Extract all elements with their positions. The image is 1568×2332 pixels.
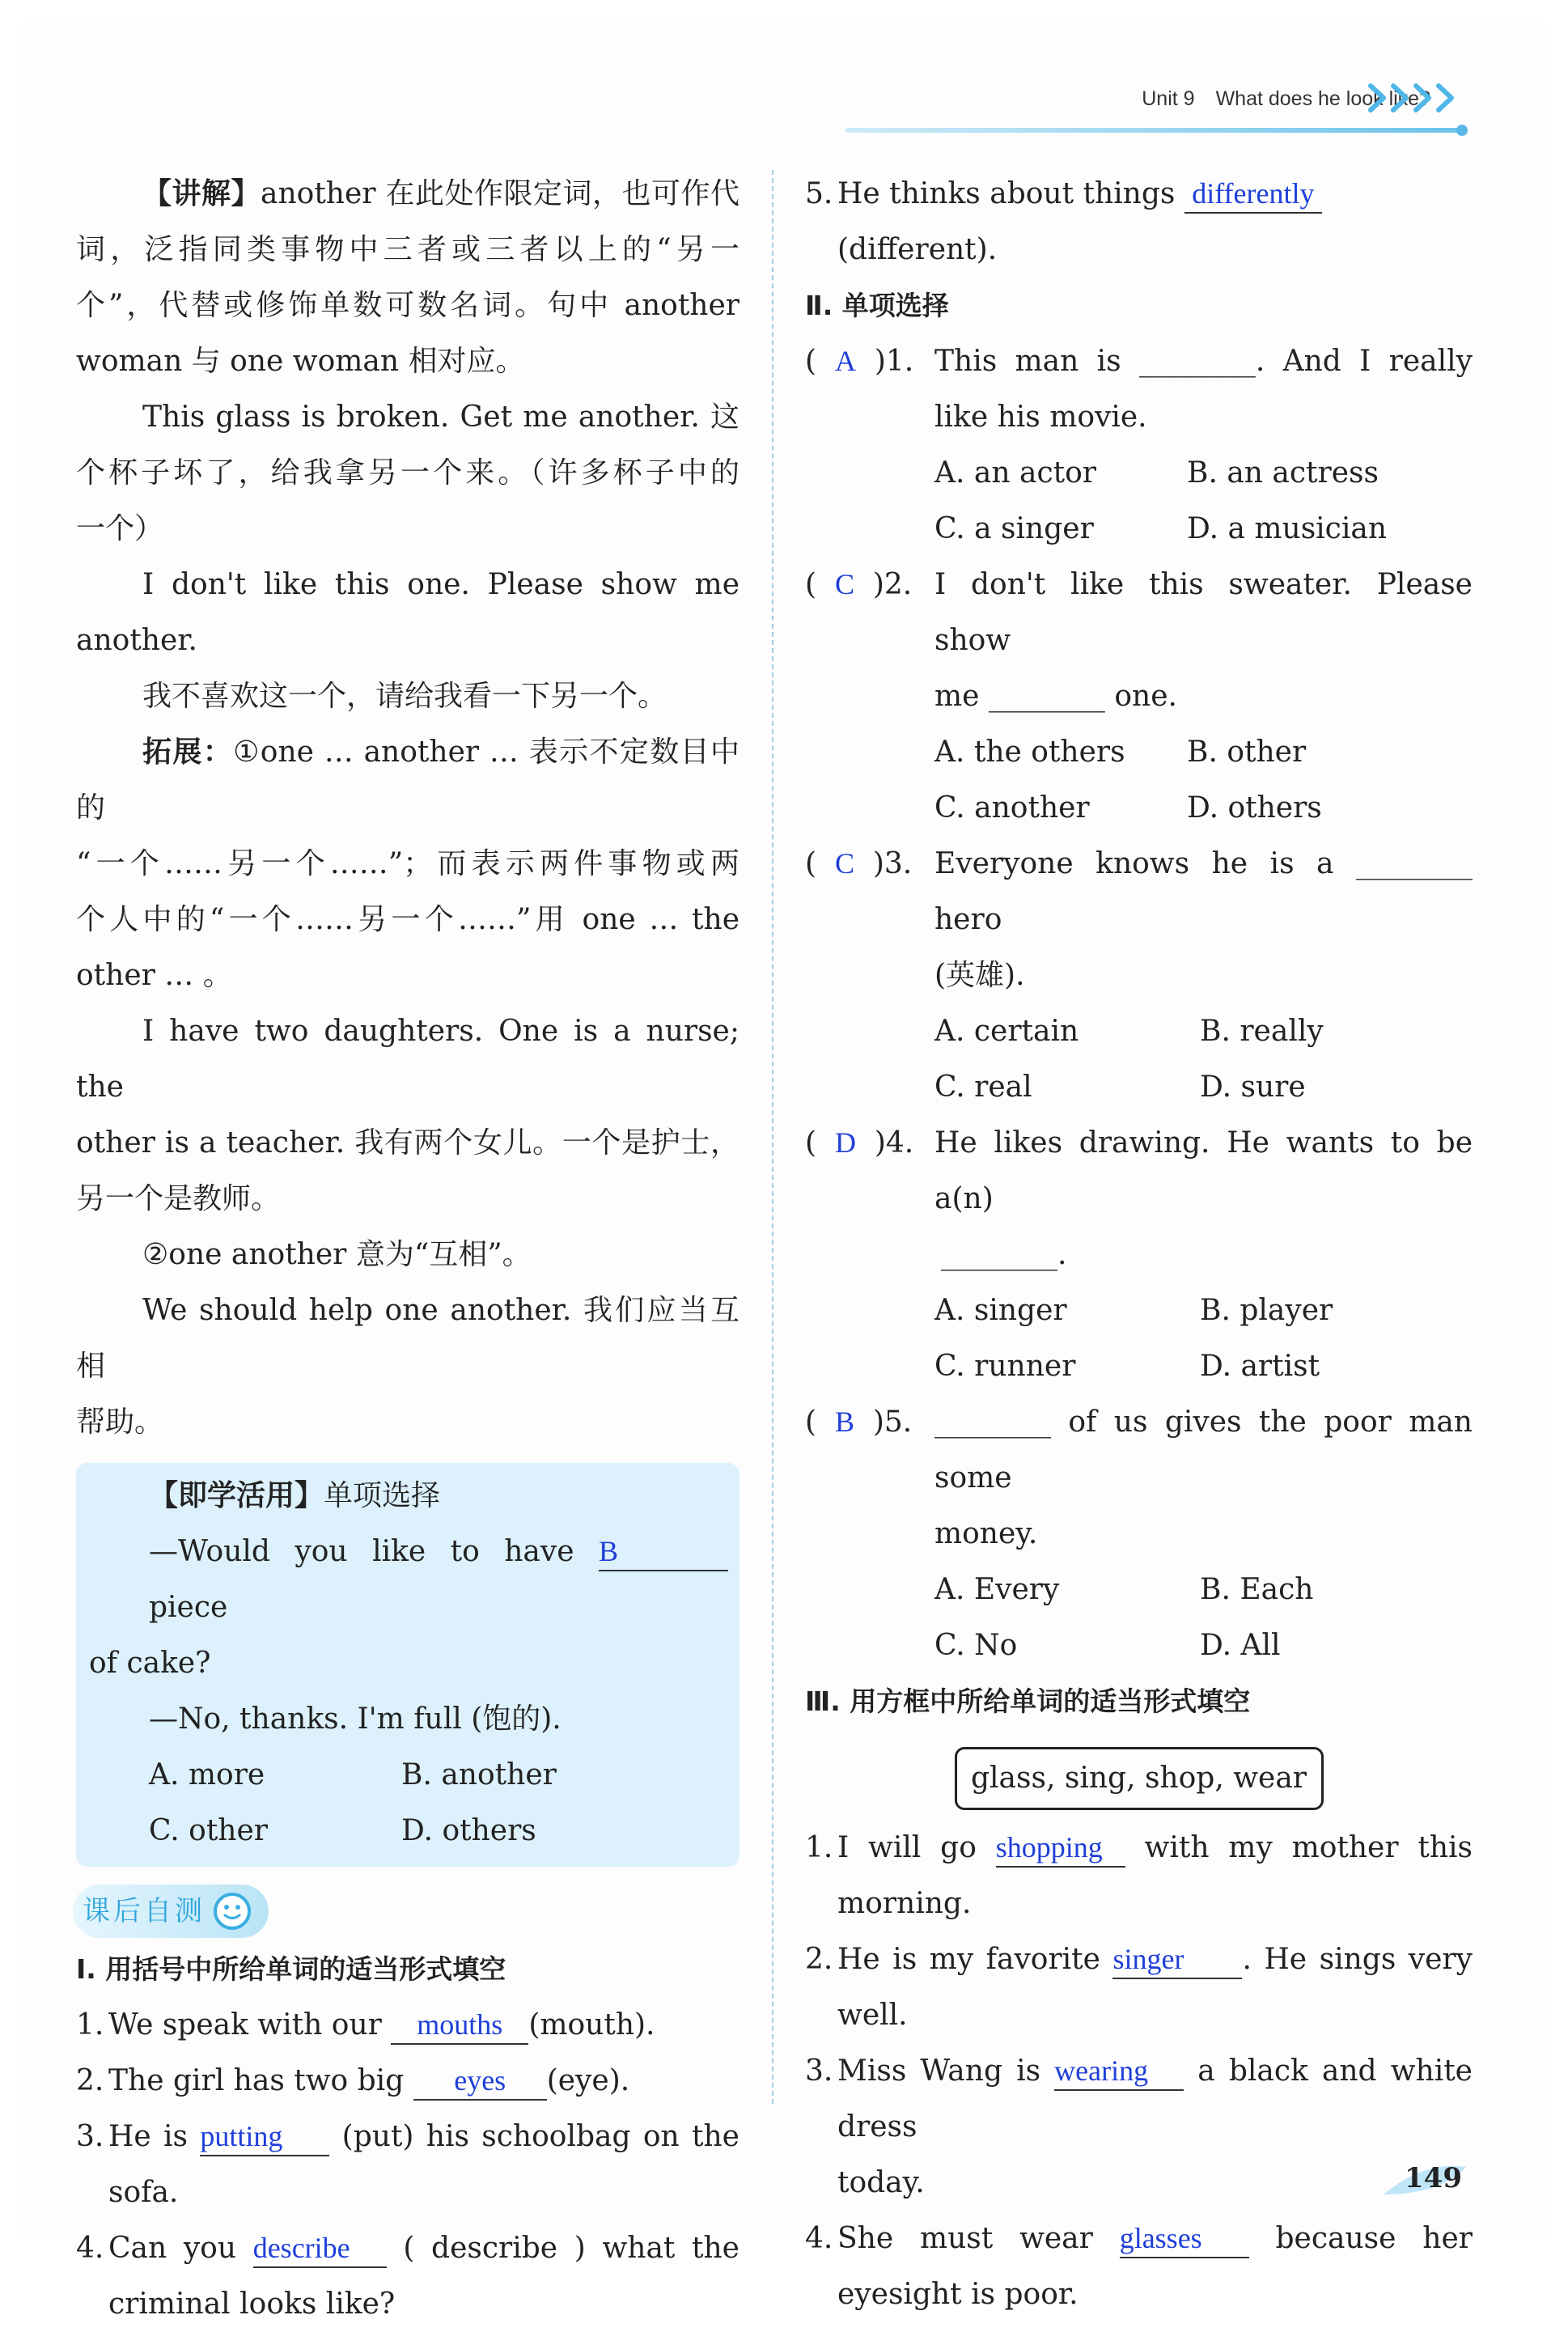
option[interactable]: C. No [934,1629,1018,1662]
explain-line [76,166,740,222]
item-text: He is my favorite [837,1943,1100,1976]
item-number: 2. [805,1943,833,1976]
extend-line [76,724,740,836]
item-text: Miss Wang is [837,2054,1041,2088]
options-row [805,1338,1473,1394]
option[interactable]: A. the others [934,736,1125,769]
unit-title: What does he look like? [1215,87,1430,110]
header-rule [845,128,1460,133]
question-number: )5. [872,1406,913,1439]
question-number: )2. [872,568,913,601]
mc-question [805,1394,1473,1506]
mc-answer: C [834,568,854,600]
answer-blank[interactable]: eyes [413,2062,547,2101]
options-row [805,1003,1473,1059]
option: A. more [149,1758,265,1791]
item-text: The girl has two big [108,2064,405,2097]
mc-question [805,333,1473,389]
practice-title-text: 单项选择 [324,1479,441,1512]
item-text: ( describe ) what the [403,2232,740,2265]
option: D. others [401,1814,536,1847]
word-box: glass, sing, shop, wear [955,1747,1324,1810]
answer-blank[interactable]: singer [1112,1940,1242,1979]
mc-answer: A [834,345,856,377]
fill-item [76,2053,740,2109]
practice-options [76,1747,740,1803]
practice-q-before: —Would you like to have [149,1535,574,1568]
example-line: 帮助。 [76,1406,164,1439]
option[interactable]: D. a musician [1187,512,1388,545]
example-line: 我不喜欢这一个，请给我看一下另一个。 [142,680,667,713]
item-number: 1. [76,2008,104,2042]
column-divider [772,170,773,2104]
example-line: 个杯子坏了，给我拿另一个来。（许多杯子中的 [76,456,740,490]
option: B. another [401,1758,557,1791]
item-text: with my mother this [1144,1831,1473,1864]
answer-paren[interactable]: ( C )2. [805,568,913,601]
explain-line: 个”，代替或修饰单数可数名词。句中 another [76,289,740,322]
item-text: a black and white dress [837,2054,1473,2143]
option: C. other [149,1814,268,1847]
option[interactable]: C. a singer [934,512,1094,545]
item-text: I will go [837,1831,977,1864]
mc-answer: C [834,847,854,880]
example-line: I don't like this one. Please show me [142,568,740,601]
answer-paren[interactable]: ( D )4. [805,1126,914,1160]
item-number: 3. [76,2120,104,2153]
question-text: Everyone knows he is a ________ hero [934,847,1473,936]
option[interactable]: A. certain [934,1015,1079,1048]
option[interactable]: B. an actress [1187,456,1379,490]
fill-item [76,2109,740,2165]
option[interactable]: D. All [1200,1629,1281,1662]
item-line2: today. [837,2166,925,2199]
section2-title: Ⅱ. 单项选择 [805,290,949,321]
item-text: He thinks about things [837,177,1176,210]
option[interactable]: B. other [1187,736,1307,769]
option[interactable]: C. runner [934,1350,1076,1383]
question-number: )1. [874,345,914,378]
right-column [805,166,1473,2322]
mc-question [805,1115,1473,1227]
practice-title [76,1468,740,1524]
extend-line: ②one another 意为“互相”。 [142,1238,532,1271]
example-line: other is a teacher. 我有两个女儿。一个是护士， [76,1126,740,1160]
practice-reply: —No, thanks. I'm full (饱的). [149,1702,562,1736]
chevrons-icon [1366,79,1469,117]
item-line2: sofa. [108,2176,179,2209]
item-text: (put) his schoolbag on the [341,2120,740,2153]
example-line: 另一个是教师。 [76,1182,281,1215]
question-line2: ________. [941,1238,1067,1271]
option[interactable]: B. Each [1200,1573,1314,1606]
section-tag [73,1885,269,1938]
answer-paren[interactable]: ( A )1. [805,345,914,378]
fill-item [805,1820,1473,1876]
options-row [805,1283,1473,1338]
option[interactable]: C. another [934,791,1090,825]
item-text: because her [1275,2222,1473,2255]
fill-item [805,2043,1473,2155]
option[interactable]: D. artist [1200,1350,1320,1383]
option[interactable]: B. player [1200,1294,1333,1327]
practice-question [76,1524,740,1635]
item-text: We speak with our [108,2008,382,2042]
options-row [805,445,1473,501]
extend-line: “一个……另一个……”；而表示两件事物或两 [76,847,740,880]
practice-answer[interactable]: B [599,1533,728,1571]
answer-paren[interactable]: ( B )5. [805,1406,913,1439]
extend-line: other … 。 [76,959,232,992]
section1-title: Ⅰ. 用括号中所给单词的适当形式填空 [76,1953,506,1985]
explain-line: 词，泛指同类事物中三者或三者以上的“另一 [76,233,740,266]
item-line2: criminal looks like? [108,2287,396,2321]
option[interactable]: A. singer [934,1294,1067,1327]
answer-blank[interactable]: glasses [1120,2220,1249,2258]
practice-options [76,1803,740,1859]
item-text: (different). [837,233,998,266]
answer-blank[interactable]: wearing [1054,2052,1184,2091]
question-text: ________ of us gives the poor man some [934,1406,1473,1495]
item-text: She must wear [837,2222,1093,2255]
example-line: 一个） [76,512,164,545]
example-line: I have two daughters. One is a nurse; the [76,1015,740,1104]
options-row [805,780,1473,836]
answer-blank[interactable]: shopping [996,1829,1125,1868]
item-text: He is [108,2120,189,2153]
extend-line: 个人中的“一个……另一个……”用 one … the [76,903,740,936]
mc-answer: D [834,1126,856,1159]
answer-blank[interactable]: describe [253,2229,387,2268]
question-text: I don't like this sweater. Please show [934,568,1473,657]
question-line2: me ________ one. [934,680,1177,713]
item-line2: morning. [837,1887,972,1920]
explain-tag: 【讲解】 [142,176,261,210]
answer-blank[interactable]: putting [200,2118,329,2156]
item-text: . He sings very [1242,1943,1473,1976]
option[interactable]: B. really [1200,1015,1324,1048]
answer-blank[interactable]: differently [1184,175,1322,214]
mc-question [805,836,1473,948]
answer-paren[interactable]: ( C )3. [805,847,913,880]
smile-icon [212,1891,252,1931]
item-number: 2. [76,2064,104,2097]
example-line: another. [76,624,197,657]
fill-item [805,166,1473,278]
item-text: Can you [108,2232,237,2265]
explain-text: another 在此处作限定词，也可作代 [261,177,740,210]
practice-question-line2: of cake? [89,1647,211,1680]
question-text: He likes drawing. He wants to be a(n) [934,1126,1473,1215]
item-number: 5. [805,177,833,210]
question-number: )3. [872,847,913,880]
practice-tag: 【即学活用】 [149,1478,324,1512]
option[interactable]: D. others [1187,791,1322,825]
item-number: 4. [805,2222,833,2255]
options-row [805,501,1473,557]
item-line2: eyesight is poor. [837,2278,1079,2311]
question-line2: like his movie. [934,401,1147,434]
item-number: 3. [805,2054,833,2088]
options-row [805,724,1473,780]
item-text: (mouth). [528,2008,655,2042]
fill-item [76,2220,740,2276]
example-line: This glass is broken. Get me another. 这 [142,401,740,434]
option[interactable]: A. Every [934,1573,1060,1606]
fill-item [805,1931,1473,1987]
question-line2: money. [934,1517,1038,1550]
question-number: )4. [874,1126,914,1160]
left-column [76,166,740,2332]
extend-text: ①one … another … 表示不定数目中的 [76,736,740,825]
options-row [805,1618,1473,1673]
answer-blank[interactable]: mouths [391,2006,528,2045]
mc-answer: B [834,1406,854,1438]
fill-item [76,1997,740,2053]
item-text: (eye). [546,2064,630,2097]
extend-tag: 拓展： [142,735,234,769]
fill-item [805,2211,1473,2266]
example-line: We should help one another. 我们应当互相 [76,1294,740,1383]
header-dot-icon [1456,125,1468,136]
option[interactable]: D. sure [1200,1071,1306,1104]
question-text: This man is ________. And I really [934,345,1473,378]
unit-label: Unit 9 [1142,87,1195,110]
explain-line: woman 与 one woman 相对应。 [76,345,525,378]
mc-question [805,557,1473,668]
item-number: 1. [805,1831,833,1864]
item-line2: well. [837,1999,908,2032]
options-row [805,1562,1473,1618]
section3-title: Ⅲ. 用方框中所给单词的适当形式填空 [805,1685,1251,1717]
question-line2: (英雄). [934,959,1025,992]
practice-box [76,1463,740,1867]
page-number: 149 [1405,2162,1462,2194]
section-tag-text: 课后自测 [83,1894,206,1927]
item-number: 4. [76,2232,104,2265]
options-row [805,1059,1473,1115]
option[interactable]: A. an actor [934,456,1096,490]
practice-q-after: piece [149,1591,228,1624]
option[interactable]: C. real [934,1071,1032,1104]
